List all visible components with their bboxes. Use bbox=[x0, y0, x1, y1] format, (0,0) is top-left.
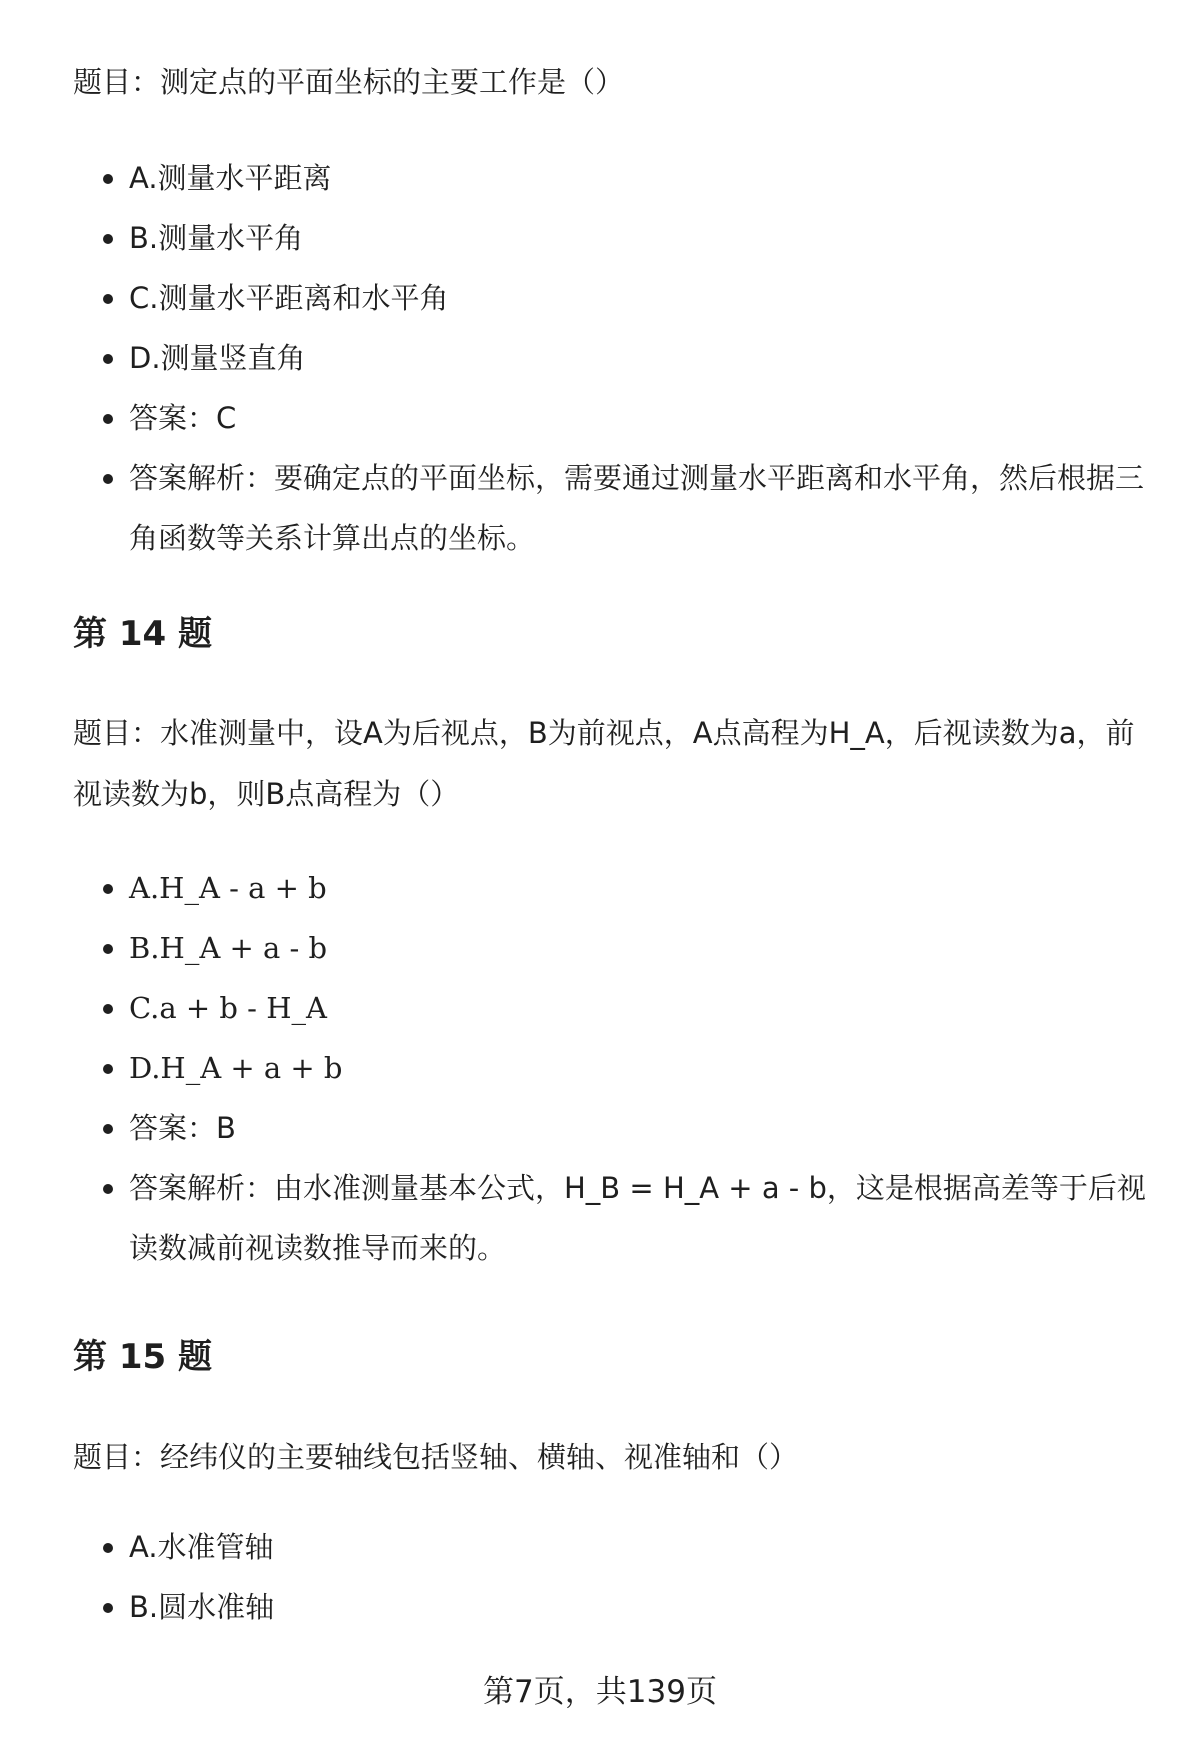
bullet-icon bbox=[103, 354, 113, 364]
options-list bbox=[73, 858, 1163, 1278]
explanation: 答案解析：要确定点的平面坐标，需要通过测量水平距离和水平角，然后根据三角函数等关系计算出点的坐标。 bbox=[73, 448, 1163, 568]
option-b: B.圆水准轴 bbox=[73, 1577, 1163, 1637]
answer: 答案：B bbox=[73, 1098, 1163, 1158]
question-13 bbox=[73, 52, 1163, 113]
bullet-icon bbox=[103, 1603, 113, 1613]
question-15-heading-block bbox=[73, 1337, 1163, 1377]
question-heading: 第 15 题 bbox=[73, 1337, 212, 1377]
bullet-icon bbox=[103, 414, 113, 424]
explanation: 答案解析：由水准测量基本公式，H_B = H_A + a - b，这是根据高差等于后视读数减前视读数推导而来的。 bbox=[73, 1158, 1163, 1278]
page-number: 第7页，共139页 bbox=[483, 1674, 717, 1710]
bullet-icon bbox=[103, 174, 113, 184]
bullet-icon bbox=[103, 234, 113, 244]
option-d: D.测量竖直角 bbox=[73, 328, 1163, 388]
question-text: 题目：经纬仪的主要轴线包括竖轴、横轴、视准轴和（） bbox=[73, 1440, 799, 1474]
option-a: A.H_A - a + b bbox=[73, 858, 1163, 918]
question-14-heading-block bbox=[73, 614, 1163, 654]
question-15-options bbox=[73, 1517, 1163, 1637]
bullet-icon bbox=[103, 884, 113, 894]
option-b: B.H_A + a - b bbox=[73, 918, 1163, 978]
option-b: B.测量水平角 bbox=[73, 208, 1163, 268]
bullet-icon bbox=[103, 474, 113, 484]
question-14-options bbox=[73, 858, 1163, 1278]
question-text: 题目：水准测量中，设A为后视点，B为前视点，A点高程为H_A，后视读数为a，前视读数为b，则B点高程为（） bbox=[73, 716, 1135, 811]
question-text: 题目：测定点的平面坐标的主要工作是（） bbox=[73, 65, 625, 99]
option-a: A.水准管轴 bbox=[73, 1517, 1163, 1577]
options-list bbox=[73, 148, 1163, 568]
bullet-icon bbox=[103, 1004, 113, 1014]
bullet-icon bbox=[103, 1124, 113, 1134]
question-13-options bbox=[73, 148, 1163, 568]
bullet-icon bbox=[103, 1543, 113, 1553]
bullet-icon bbox=[103, 944, 113, 954]
bullet-icon bbox=[103, 1064, 113, 1074]
options-list bbox=[73, 1517, 1163, 1637]
option-a: A.测量水平距离 bbox=[73, 148, 1163, 208]
option-c: C.a + b - H_A bbox=[73, 978, 1163, 1038]
option-c: C.测量水平距离和水平角 bbox=[73, 268, 1163, 328]
bullet-icon bbox=[103, 1184, 113, 1194]
option-d: D.H_A + a + b bbox=[73, 1038, 1163, 1098]
bullet-icon bbox=[103, 294, 113, 304]
question-heading: 第 14 题 bbox=[73, 614, 212, 654]
question-14 bbox=[73, 703, 1163, 825]
answer: 答案：C bbox=[73, 388, 1163, 448]
question-15 bbox=[73, 1427, 1163, 1488]
